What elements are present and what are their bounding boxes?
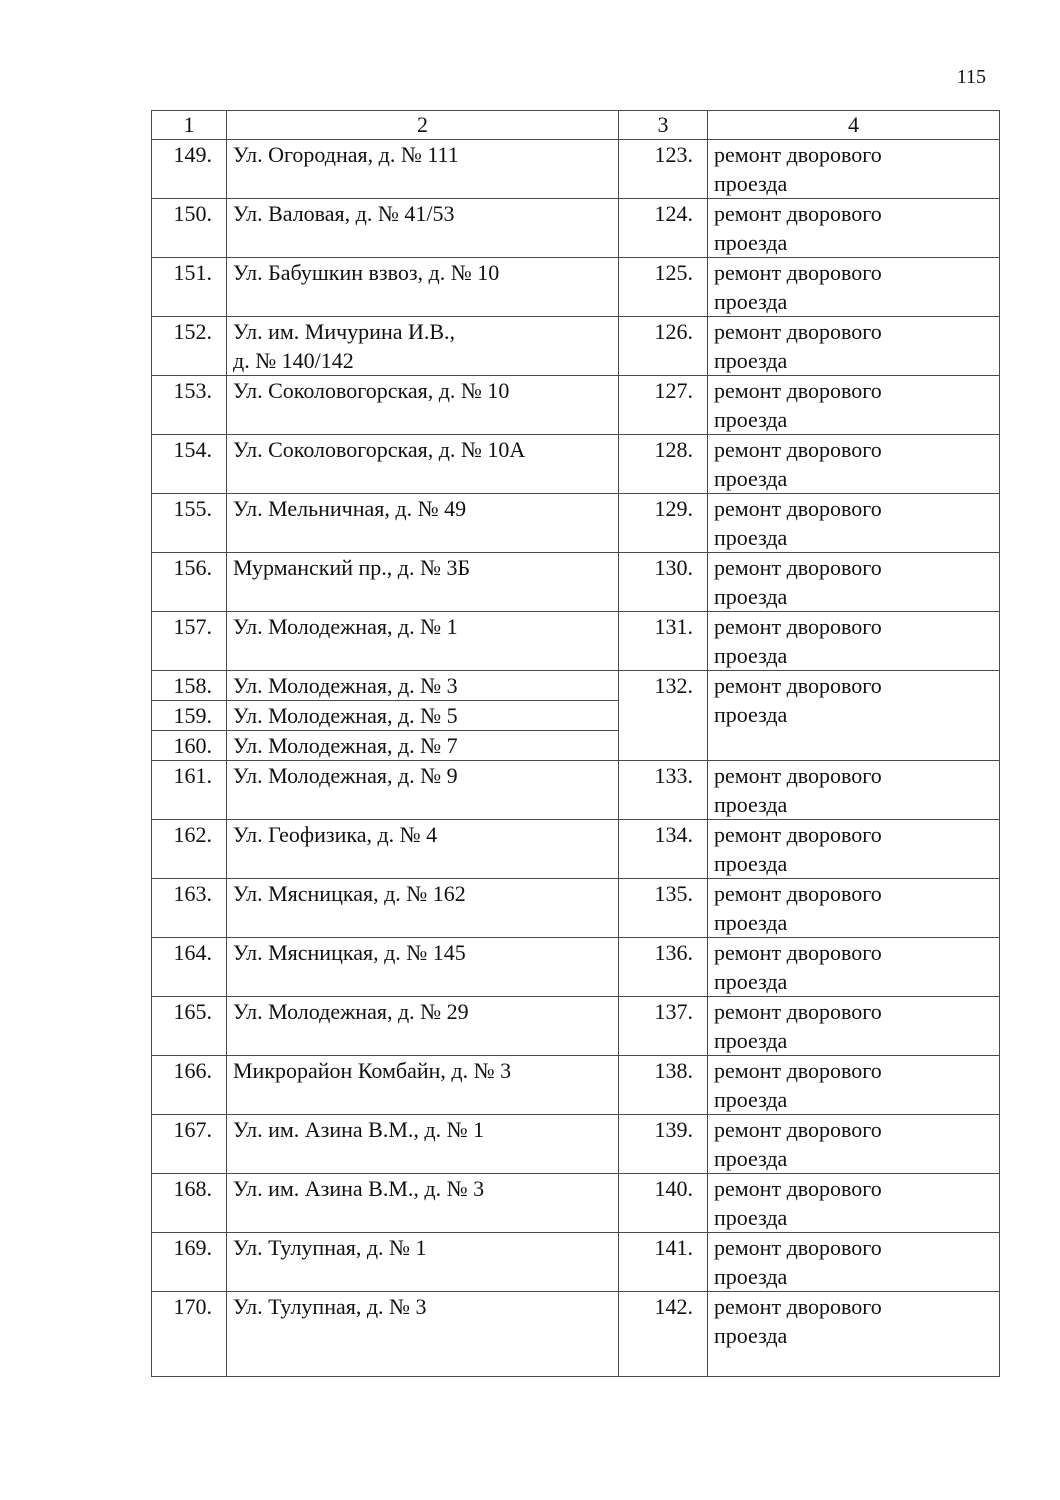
cell-line: Ул. Тулупная, д. № 3 <box>233 1294 427 1319</box>
cell-line: ремонт дворового <box>714 437 882 462</box>
work-type-cell <box>708 435 1000 494</box>
cell-line: ремонт дворового <box>714 142 882 167</box>
reference-number-cell: 140. <box>619 1174 708 1233</box>
cell-line: проезда <box>714 348 788 373</box>
cell-line: ремонт дворового <box>714 1117 882 1142</box>
address-cell <box>227 140 619 199</box>
work-type-cell <box>708 553 1000 612</box>
cell-line: Мурманский пр., д. № 3Б <box>233 555 471 580</box>
address-cell: Ул. Молодежная, д. № 3 <box>227 671 619 701</box>
work-type-cell <box>708 879 1000 938</box>
reference-number-cell: 125. <box>619 258 708 317</box>
cell-line: Ул. им. Мичурина И.В., <box>233 319 456 344</box>
row-number-cell: 149. <box>152 140 227 199</box>
work-type-cell <box>708 140 1000 199</box>
reference-number-cell: 123. <box>619 140 708 199</box>
cell-line: Ул. Мясницкая, д. № 162 <box>233 881 466 906</box>
row-number-cell: 164. <box>152 938 227 997</box>
cell-line: проезда <box>714 1323 788 1348</box>
cell-line: проезда <box>714 702 788 727</box>
row-number-cell: 160. <box>152 731 227 761</box>
row-number-cell: 165. <box>152 997 227 1056</box>
cell-line: ремонт дворового <box>714 763 882 788</box>
reference-number-cell: 128. <box>619 435 708 494</box>
reference-number-cell: 124. <box>619 199 708 258</box>
reference-number-cell: 142. <box>619 1292 708 1377</box>
table-row <box>152 199 1000 258</box>
address-cell <box>227 938 619 997</box>
reference-number-cell: 132. <box>619 671 708 761</box>
work-type-cell <box>708 997 1000 1056</box>
table-row <box>152 612 1000 671</box>
row-number-cell: 155. <box>152 494 227 553</box>
reference-number-cell: 141. <box>619 1233 708 1292</box>
row-number-cell: 159. <box>152 701 227 731</box>
cell-line: ремонт дворового <box>714 260 882 285</box>
cell-line: Ул. им. Азина В.М., д. № 1 <box>233 1117 485 1142</box>
address-cell: Ул. Молодежная, д. № 7 <box>227 731 619 761</box>
cell-line: проезда <box>714 910 788 935</box>
row-number-cell: 166. <box>152 1056 227 1115</box>
header-cell: 3 <box>619 111 708 140</box>
cell-line: проезда <box>714 851 788 876</box>
table-row <box>152 553 1000 612</box>
row-number-cell: 156. <box>152 553 227 612</box>
address-cell <box>227 612 619 671</box>
cell-line: ремонт дворового <box>714 319 882 344</box>
table-body <box>152 111 1000 1377</box>
cell-line: проезда <box>714 1146 788 1171</box>
address-cell: Ул. Молодежная, д. № 5 <box>227 701 619 731</box>
work-type-cell <box>708 671 1000 761</box>
row-number-cell: 169. <box>152 1233 227 1292</box>
row-number-cell: 168. <box>152 1174 227 1233</box>
work-type-cell <box>708 1233 1000 1292</box>
table-row <box>152 140 1000 199</box>
cell-line: Ул. Валовая, д. № 41/53 <box>233 201 455 226</box>
cell-line: ремонт дворового <box>714 673 882 698</box>
address-cell <box>227 494 619 553</box>
cell-line: проезда <box>714 969 788 994</box>
work-type-cell <box>708 612 1000 671</box>
work-type-cell <box>708 820 1000 879</box>
address-cell <box>227 761 619 820</box>
reference-number-cell: 137. <box>619 997 708 1056</box>
cell-line: Ул. Огородная, д. № 111 <box>233 142 459 167</box>
cell-line: проезда <box>714 1264 788 1289</box>
work-type-cell <box>708 761 1000 820</box>
table-row <box>152 494 1000 553</box>
cell-line: ремонт дворового <box>714 940 882 965</box>
work-type-cell <box>708 258 1000 317</box>
table-row <box>152 879 1000 938</box>
cell-line: Ул. Мясницкая, д. № 145 <box>233 940 466 965</box>
row-number-cell: 151. <box>152 258 227 317</box>
address-cell <box>227 997 619 1056</box>
cell-line: ремонт дворового <box>714 496 882 521</box>
table-header-row <box>152 111 1000 140</box>
cell-line: Микрорайон Комбайн, д. № 3 <box>233 1058 512 1083</box>
table-row <box>152 820 1000 879</box>
reference-number-cell: 127. <box>619 376 708 435</box>
row-number-cell: 163. <box>152 879 227 938</box>
address-cell <box>227 1292 619 1377</box>
work-type-cell <box>708 199 1000 258</box>
row-number-cell: 170. <box>152 1292 227 1377</box>
address-cell <box>227 258 619 317</box>
row-number-cell: 152. <box>152 317 227 376</box>
cell-line: ремонт дворового <box>714 1235 882 1260</box>
cell-line: ремонт дворового <box>714 1294 882 1319</box>
address-cell <box>227 1056 619 1115</box>
work-type-cell <box>708 494 1000 553</box>
cell-line: Ул. Соколовогорская, д. № 10 <box>233 378 510 403</box>
header-cell: 4 <box>708 111 1000 140</box>
cell-line: проезда <box>714 407 788 432</box>
address-cell <box>227 199 619 258</box>
cell-line: Ул. Бабушкин взвоз, д. № 10 <box>233 260 500 285</box>
cell-line: проезда <box>714 466 788 491</box>
cell-line: ремонт дворового <box>714 614 882 639</box>
cell-line: Ул. Геофизика, д. № 4 <box>233 822 438 847</box>
address-cell <box>227 435 619 494</box>
reference-number-cell: 126. <box>619 317 708 376</box>
table-row <box>152 761 1000 820</box>
work-type-cell <box>708 1174 1000 1233</box>
table-row <box>152 1174 1000 1233</box>
cell-line: проезда <box>714 1028 788 1053</box>
page-number: 115 <box>956 66 986 88</box>
row-number-cell: 154. <box>152 435 227 494</box>
reference-number-cell: 135. <box>619 879 708 938</box>
work-type-cell <box>708 1292 1000 1377</box>
work-type-cell <box>708 1115 1000 1174</box>
address-cell <box>227 879 619 938</box>
cell-line: проезда <box>714 230 788 255</box>
address-cell <box>227 820 619 879</box>
work-type-cell <box>708 1056 1000 1115</box>
cell-line: ремонт дворового <box>714 1058 882 1083</box>
table-row <box>152 317 1000 376</box>
table-row <box>152 671 1000 701</box>
address-cell <box>227 1174 619 1233</box>
header-cell: 1 <box>152 111 227 140</box>
cell-line: проезда <box>714 1205 788 1230</box>
cell-line: проезда <box>714 643 788 668</box>
cell-line: ремонт дворового <box>714 881 882 906</box>
cell-line: проезда <box>714 792 788 817</box>
cell-line: проезда <box>714 289 788 314</box>
reference-number-cell: 134. <box>619 820 708 879</box>
reference-number-cell: 138. <box>619 1056 708 1115</box>
cell-line: ремонт дворового <box>714 201 882 226</box>
reference-number-cell: 129. <box>619 494 708 553</box>
table-row <box>152 1115 1000 1174</box>
table-row <box>152 997 1000 1056</box>
cell-line: ремонт дворового <box>714 555 882 580</box>
cell-line: Ул. Соколовогорская, д. № 10А <box>233 437 526 462</box>
work-type-cell <box>708 376 1000 435</box>
cell-line: Ул. им. Азина В.М., д. № 3 <box>233 1176 485 1201</box>
row-number-cell: 167. <box>152 1115 227 1174</box>
address-cell <box>227 376 619 435</box>
reference-number-cell: 130. <box>619 553 708 612</box>
cell-line: Ул. Тулупная, д. № 1 <box>233 1235 427 1260</box>
row-number-cell: 153. <box>152 376 227 435</box>
cell-line: Ул. Молодежная, д. № 9 <box>233 763 458 788</box>
work-type-cell <box>708 317 1000 376</box>
address-cell <box>227 553 619 612</box>
table-row <box>152 435 1000 494</box>
address-cell <box>227 317 619 376</box>
cell-line: ремонт дворового <box>714 378 882 403</box>
cell-line: ремонт дворового <box>714 1176 882 1201</box>
table-row <box>152 258 1000 317</box>
table-row <box>152 1292 1000 1377</box>
reference-number-cell: 139. <box>619 1115 708 1174</box>
cell-line: проезда <box>714 171 788 196</box>
reference-number-cell: 133. <box>619 761 708 820</box>
work-type-cell <box>708 938 1000 997</box>
cell-line: проезда <box>714 525 788 550</box>
row-number-cell: 158. <box>152 671 227 701</box>
row-number-cell: 162. <box>152 820 227 879</box>
address-cell <box>227 1115 619 1174</box>
header-cell: 2 <box>227 111 619 140</box>
cell-line: Ул. Мельничная, д. № 49 <box>233 496 467 521</box>
row-number-cell: 150. <box>152 199 227 258</box>
reference-number-cell: 131. <box>619 612 708 671</box>
cell-line: ремонт дворового <box>714 822 882 847</box>
cell-line: Ул. Молодежная, д. № 29 <box>233 999 469 1024</box>
table-row <box>152 1233 1000 1292</box>
table-row <box>152 1056 1000 1115</box>
table-row <box>152 376 1000 435</box>
table-row <box>152 938 1000 997</box>
cell-line: проезда <box>714 1087 788 1112</box>
reference-number-cell: 136. <box>619 938 708 997</box>
row-number-cell: 157. <box>152 612 227 671</box>
row-number-cell: 161. <box>152 761 227 820</box>
cell-line: проезда <box>714 584 788 609</box>
address-cell <box>227 1233 619 1292</box>
cell-line: ремонт дворового <box>714 999 882 1024</box>
cell-line: д. № 140/142 <box>233 348 354 373</box>
cell-line: Ул. Молодежная, д. № 1 <box>233 614 458 639</box>
document-table <box>151 110 1000 1377</box>
